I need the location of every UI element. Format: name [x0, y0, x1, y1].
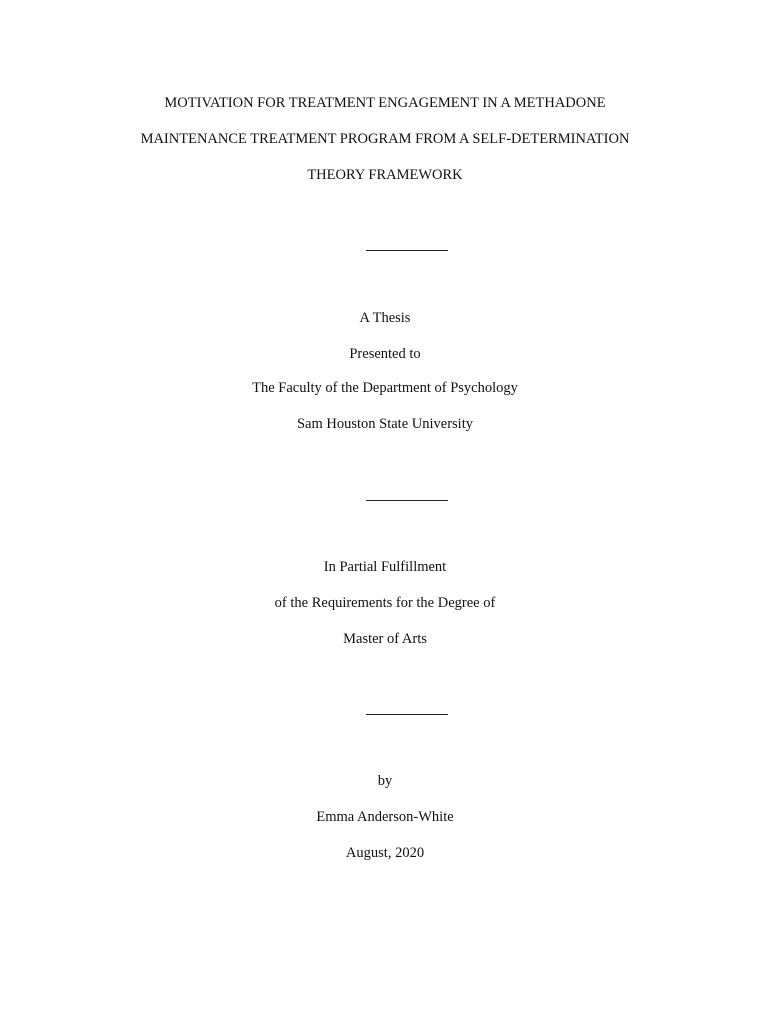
- title-line-3: THEORY FRAMEWORK: [307, 167, 463, 183]
- by-label: by: [377, 773, 393, 789]
- degree: Master of Arts: [343, 631, 427, 647]
- title-line-1: MOTIVATION FOR TREATMENT ENGAGEMENT IN A METHADONE: [164, 95, 606, 111]
- author-name: Emma Anderson-White: [316, 809, 454, 825]
- section-divider-2: [366, 500, 448, 501]
- fulfillment-line-2: of the Requirements for the Degree of: [274, 595, 496, 611]
- thesis-label: A Thesis: [359, 310, 411, 326]
- department: The Faculty of the Department of Psychology: [252, 380, 518, 396]
- fulfillment-line-1: In Partial Fulfillment: [323, 559, 447, 575]
- section-divider-1: [366, 250, 448, 251]
- university: Sam Houston State University: [296, 416, 473, 432]
- presented-to: Presented to: [349, 346, 421, 362]
- section-divider-3: [366, 714, 448, 715]
- title-line-2: MAINTENANCE TREATMENT PROGRAM FROM A SELF-DETERMINATION: [140, 131, 630, 147]
- submission-date: August, 2020: [345, 845, 425, 861]
